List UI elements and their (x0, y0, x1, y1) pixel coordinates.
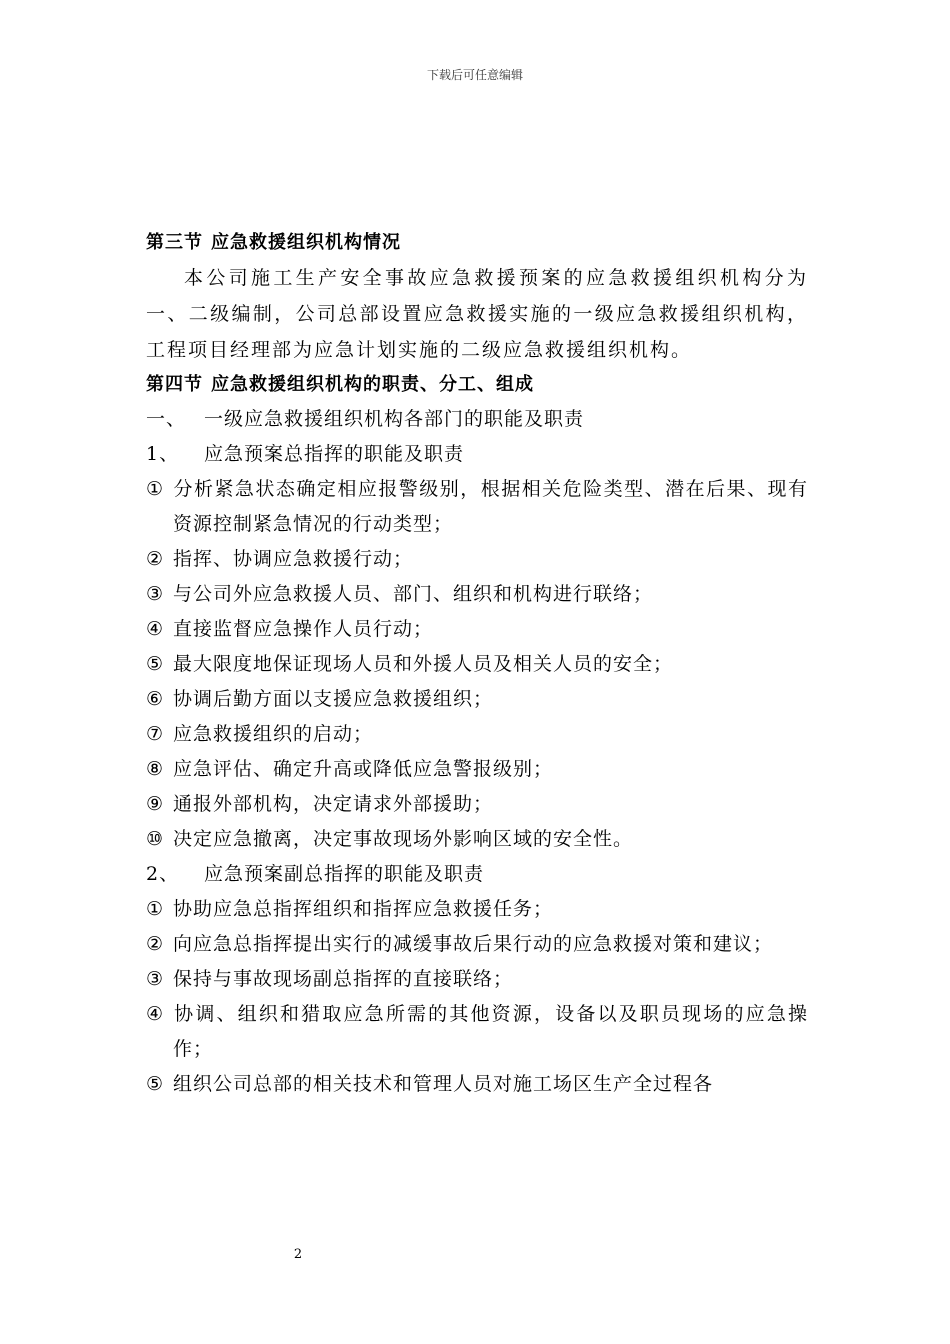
list-item (146, 682, 808, 717)
section-3-paragraph: 本公司施工生产安全事故应急救援预案的应急救援组织机构分为一、二级编制，公司总部设置应急救援实施的一级应急救援组织机构，工程项目经理部为应急计划实施的二级应急救援组织机构。 (146, 267, 808, 361)
list-item (146, 997, 808, 1067)
list-text: 应急救援组织的启动； (173, 723, 374, 745)
section-3-heading (146, 226, 808, 260)
list-text: 协调、组织和猎取应急所需的其他资源，设备以及职员现场的应急操作； (173, 1003, 808, 1060)
part-2-heading (146, 857, 808, 892)
list-item (146, 892, 808, 927)
list-item (146, 542, 808, 577)
part-1-heading (146, 437, 808, 472)
list-marker: ① (146, 478, 165, 500)
list-text: 向应急总指挥提出实行的减缓事故后果行动的应急救援对策和建议； (173, 933, 774, 955)
list-marker: ⑨ (146, 793, 165, 815)
list-text: 协调后勤方面以支援应急救援组织； (173, 688, 494, 710)
page-number: 2 (293, 1247, 303, 1262)
list-text: 直接监督应急操作人员行动； (173, 618, 434, 640)
list-item (146, 647, 808, 682)
list-item (146, 927, 808, 962)
list-text: 决定应急撤离，决定事故现场外影响区域的安全性。 (173, 828, 634, 850)
part-2-number: 2、 (146, 863, 180, 885)
list-marker: ③ (146, 583, 165, 605)
part-1-number: 1、 (146, 443, 180, 465)
list-item (146, 612, 808, 647)
list-text: 与公司外应急救援人员、部门、组织和机构进行联络； (173, 583, 654, 605)
list-text: 分析紧急状态确定相应报警级别，根据相关危险类型、潜在后果、现有资源控制紧急情况的行动类型； (173, 478, 808, 535)
list-marker: ⑦ (146, 723, 165, 745)
list-item (146, 787, 808, 822)
list-item (146, 752, 808, 787)
list-marker: ② (146, 548, 165, 570)
list-text: 协助应急总指挥组织和指挥应急救援任务； (173, 898, 554, 920)
list-marker: ③ (146, 968, 165, 990)
list-item (146, 1067, 808, 1102)
list-marker: ⑤ (146, 653, 165, 675)
part-1-title: 应急预案总指挥的职能及职责 (204, 443, 465, 465)
list-text: 指挥、协调应急救援行动； (173, 548, 414, 570)
subsection-1-title: 一级应急救援组织机构各部门的职能及职责 (204, 408, 585, 430)
list-marker: ② (146, 933, 165, 955)
section-4-title: 应急救援组织机构的职责、分工、组成 (211, 374, 534, 395)
list-marker: ⑤ (146, 1073, 165, 1095)
list-item (146, 717, 808, 752)
list-text: 组织公司总部的相关技术和管理人员对施工场区生产全过程各 (173, 1073, 714, 1095)
list-text: 通报外部机构，决定请求外部援助； (173, 793, 494, 815)
section-3-title: 应急救援组织机构情况 (211, 232, 401, 253)
list-text: 应急评估、确定升高或降低应急警报级别； (173, 758, 554, 780)
list-item (146, 962, 808, 997)
list-text: 最大限度地保证现场人员和外援人员及相关人员的安全； (173, 653, 674, 675)
list-marker: ⑥ (146, 688, 165, 710)
section-4-heading (146, 368, 808, 402)
list-item (146, 577, 808, 612)
part-2-title: 应急预案副总指挥的职能及职责 (204, 863, 485, 885)
list-text: 保持与事故现场副总指挥的直接联络； (173, 968, 514, 990)
page-header: 下载后可任意编辑 (426, 68, 523, 82)
section-4-number: 第四节 (146, 374, 203, 395)
list-item (146, 472, 808, 542)
list-marker: ① (146, 898, 165, 920)
list-marker: ④ (146, 618, 165, 640)
document-body (146, 226, 808, 1102)
subsection-1-number: 一、 (146, 408, 187, 430)
section-3-number: 第三节 (146, 232, 203, 253)
list-marker: ⑧ (146, 758, 165, 780)
list-item (146, 822, 808, 857)
list-marker: ④ (146, 1003, 165, 1025)
subsection-1-heading (146, 402, 808, 437)
list-marker: ⑩ (146, 828, 165, 850)
